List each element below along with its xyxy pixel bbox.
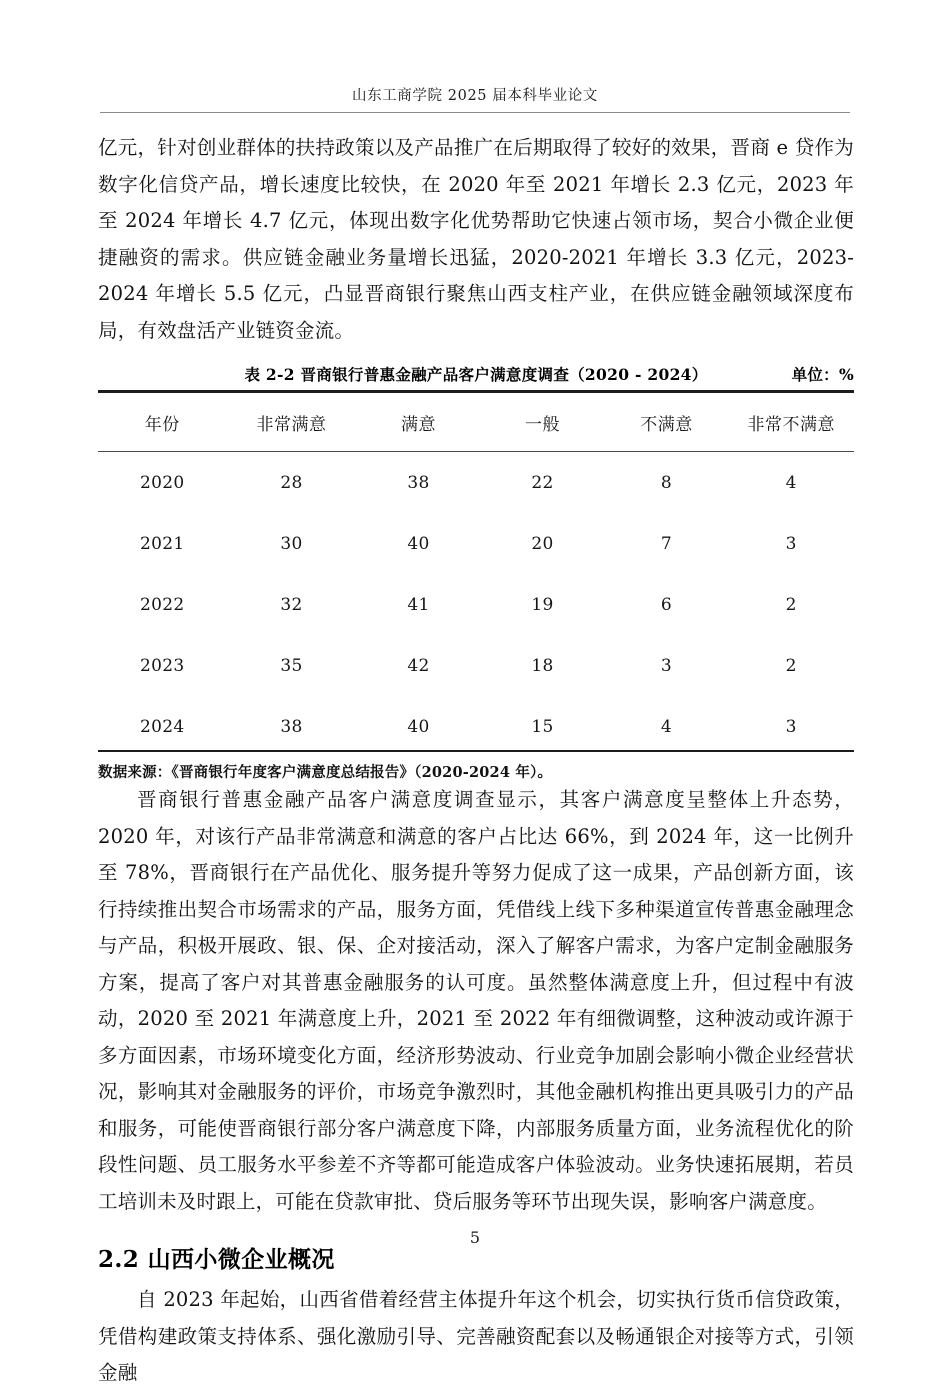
- cell-neutral: 19: [531, 595, 554, 615]
- running-header: [100, 88, 850, 113]
- cell-neutral: 18: [531, 656, 554, 676]
- cell-very-unsatisfied: 3: [785, 534, 797, 554]
- cell-very-satisfied: 38: [280, 717, 303, 737]
- table-row: [98, 696, 854, 751]
- paragraph-analysis: 晋商银行普惠金融产品客户满意度调查显示，其客户满意度呈整体上升态势，2020 年，对该行产品非常满意和满意的客户占比达 66%，到 2024 年，这一比例升至 78%，晋商银行在产品优化、服务提升等努力促成了这一成果，产品创新方面，该行持续推出契合市场需求的产品，服务方面，凭借线上线下多种渠道宣传普惠金融理念与产品，积极开展政、银、保、企对接活动，深入了解客户需求，为客户定制金融服务方案，提高了客户对其普惠金融服务的认可度。虽然整体满意度上升，但过程中有波动，2020 至 2021 年满意度上升，2021 至 2022 年有细微调整，这种波动或许源于多方面因素，市场环境变化方面，经济形势波动、行业竞争加剧会影响小微企业经营状况，影响其对金融服务的评价，市场竞争激烈时，其他金融机构推出更具吸引力的产品和服务，可能使晋商银行部分客户满意度下降，内部服务质量方面，业务流程优化的阶段性问题、员工服务水平参差不齐等都可能造成客户体验波动。业务快速拓展期，若员工培训未及时跟上，可能在贷款审批、贷后服务等环节出现失误，影响客户满意度。: [98, 788, 854, 1213]
- table-header-row: [98, 392, 854, 452]
- cell-year: 2022: [140, 595, 185, 615]
- section-heading-2-2: 2.2 山西小微企业概况: [98, 1246, 335, 1273]
- table-row: [98, 513, 854, 574]
- page-content: [98, 130, 854, 1392]
- cell-very-satisfied: 35: [280, 656, 303, 676]
- table-head: [98, 392, 854, 452]
- table-row: [98, 635, 854, 696]
- paragraph-section-intro: 自 2023 年起始，山西省借着经营主体提升年这个机会，切实执行货币信贷政策，凭借构建政策支持体系、强化激励引导、完善融资配套以及畅通银企对接等方式，引领金融: [98, 1288, 854, 1384]
- cell-very-satisfied: 30: [280, 534, 303, 554]
- cell-year: 2020: [140, 473, 185, 493]
- column-header-very-unsatisfied: 非常不满意: [747, 415, 835, 435]
- table-row: [98, 574, 854, 635]
- column-header-year: 年份: [144, 415, 180, 435]
- table-source-note: 数据来源：《晋商银行年度客户满意度总结报告》（2020-2024 年）。: [98, 764, 553, 781]
- cell-year: 2023: [140, 656, 185, 676]
- cell-unsatisfied: 4: [660, 717, 673, 737]
- table-block: [98, 363, 854, 782]
- cell-unsatisfied: 6: [660, 595, 673, 615]
- cell-unsatisfied: 3: [660, 656, 673, 676]
- header-divider: [100, 112, 850, 113]
- column-header-unsatisfied: 不满意: [640, 415, 693, 435]
- cell-unsatisfied: 8: [660, 473, 673, 493]
- table-row: [98, 452, 854, 514]
- page-number: 5: [469, 1228, 481, 1247]
- satisfaction-table: [98, 390, 854, 752]
- cell-very-unsatisfied: 2: [785, 595, 797, 615]
- cell-neutral: 20: [531, 534, 554, 554]
- cell-satisfied: 38: [407, 473, 430, 493]
- cell-very-unsatisfied: 2: [785, 656, 797, 676]
- column-header-very-satisfied: 非常满意: [256, 415, 327, 435]
- table-body: [98, 452, 854, 752]
- cell-year: 2024: [140, 717, 185, 737]
- cell-satisfied: 40: [407, 717, 430, 737]
- table-caption-row: [98, 363, 854, 390]
- cell-satisfied: 41: [407, 595, 430, 615]
- column-header-neutral: 一般: [525, 415, 560, 435]
- cell-very-unsatisfied: 4: [785, 473, 797, 493]
- running-header-text: 山东工商学院 2025 届本科毕业论文: [351, 88, 599, 104]
- cell-unsatisfied: 7: [660, 534, 673, 554]
- table-caption-title: 表 2-2 晋商银行普惠金融产品客户满意度调查（2020 - 2024）: [244, 365, 708, 384]
- cell-very-satisfied: 28: [280, 473, 303, 493]
- cell-very-unsatisfied: 3: [785, 717, 797, 737]
- cell-very-satisfied: 32: [280, 595, 303, 615]
- cell-neutral: 15: [531, 717, 554, 737]
- column-header-satisfied: 满意: [401, 415, 437, 435]
- table-unit-label: 单位：%: [791, 365, 854, 384]
- cell-satisfied: 42: [407, 656, 430, 676]
- paragraph-intro: 亿元，针对创业群体的扶持政策以及产品推广在后期取得了较好的效果，晋商 e 贷作为数字化信贷产品，增长速度比较快，在 2020 年至 2021 年增长 2.3 亿元，2023 年至 2024 年增长 4.7 亿元，体现出数字化优势帮助它快速占领市场，契合小微企业便捷融资的需求。供应链金融业务量增长迅猛，2020-2021 年增长 3.3 亿元，2023-2024 年增长 5.5 亿元，凸显晋商银行聚焦山西支柱产业，在供应链金融领域深度布局，有效盘活产业链资金流。: [98, 136, 854, 342]
- cell-year: 2021: [140, 534, 185, 554]
- cell-satisfied: 40: [407, 534, 430, 554]
- cell-neutral: 22: [531, 473, 554, 493]
